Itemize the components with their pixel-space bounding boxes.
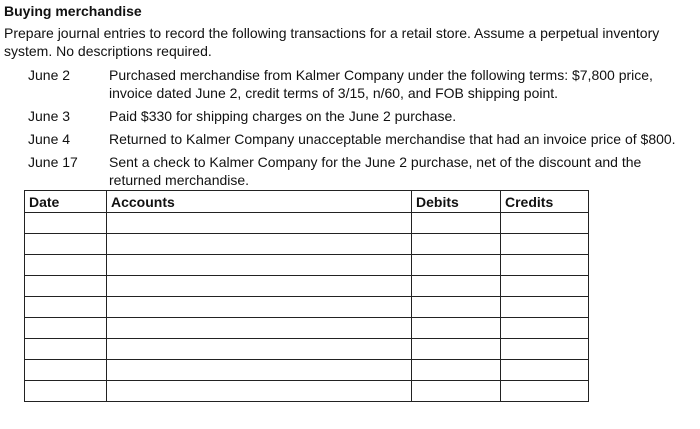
debit-cell[interactable]	[412, 297, 501, 318]
accounts-column-header: Accounts	[107, 191, 412, 213]
debits-column-header: Debits	[412, 191, 501, 213]
account-cell[interactable]	[107, 360, 412, 381]
account-cell[interactable]	[107, 339, 412, 360]
date-column-header: Date	[25, 191, 107, 213]
journal-row	[25, 255, 589, 276]
credit-cell[interactable]	[501, 255, 589, 276]
transaction-date: June 2	[28, 67, 71, 83]
transaction-date: June 4	[28, 131, 71, 147]
debit-cell[interactable]	[412, 276, 501, 297]
transaction-item	[28, 107, 696, 125]
date-cell[interactable]	[25, 360, 107, 381]
account-cell[interactable]	[107, 318, 412, 339]
account-cell[interactable]	[107, 213, 412, 234]
journal-row	[25, 318, 589, 339]
transaction-date: June 17	[28, 154, 78, 170]
journal-row	[25, 213, 589, 234]
journal-row	[25, 297, 589, 318]
account-cell[interactable]	[107, 297, 412, 318]
journal-entry-table	[24, 190, 589, 402]
account-cell[interactable]	[107, 234, 412, 255]
journal-body	[25, 213, 589, 402]
transaction-description: Paid $330 for shipping charges on the June 2 purchase.	[109, 108, 457, 124]
journal-row	[25, 360, 589, 381]
date-cell[interactable]	[25, 276, 107, 297]
date-cell[interactable]	[25, 234, 107, 255]
transaction-date: June 3	[28, 108, 71, 124]
date-cell[interactable]	[25, 318, 107, 339]
date-cell[interactable]	[25, 297, 107, 318]
account-cell[interactable]	[107, 276, 412, 297]
debit-cell[interactable]	[412, 360, 501, 381]
credit-cell[interactable]	[501, 297, 589, 318]
account-cell[interactable]	[107, 381, 412, 402]
transaction-description: Sent a check to Kalmer Company for the June 2 purchase, net of the discount and the returned merchandise.	[109, 154, 642, 188]
date-cell[interactable]	[25, 213, 107, 234]
transaction-item	[28, 130, 696, 148]
journal-row	[25, 234, 589, 255]
debit-cell[interactable]	[412, 213, 501, 234]
date-cell[interactable]	[25, 255, 107, 276]
account-cell[interactable]	[107, 255, 412, 276]
transaction-description: Purchased merchandise from Kalmer Company under the following terms: $7,800 price, invoice dated June 2, credit terms of 3/15, n/60, and FOB shipping point.	[109, 67, 653, 101]
debit-cell[interactable]	[412, 255, 501, 276]
transaction-list	[28, 66, 696, 189]
journal-row	[25, 381, 589, 402]
credit-cell[interactable]	[501, 360, 589, 381]
transaction-item	[28, 66, 696, 102]
date-cell[interactable]	[25, 381, 107, 402]
transaction-description: Returned to Kalmer Company unacceptable merchandise that had an invoice price of $800.	[109, 131, 676, 147]
credit-cell[interactable]	[501, 339, 589, 360]
date-cell[interactable]	[25, 339, 107, 360]
credits-column-header: Credits	[501, 191, 589, 213]
debit-cell[interactable]	[412, 234, 501, 255]
credit-cell[interactable]	[501, 318, 589, 339]
journal-row	[25, 339, 589, 360]
credit-cell[interactable]	[501, 213, 589, 234]
credit-cell[interactable]	[501, 234, 589, 255]
debit-cell[interactable]	[412, 339, 501, 360]
credit-cell[interactable]	[501, 381, 589, 402]
credit-cell[interactable]	[501, 276, 589, 297]
journal-row	[25, 276, 589, 297]
debit-cell[interactable]	[412, 381, 501, 402]
journal-header-row	[25, 191, 589, 213]
debit-cell[interactable]	[412, 318, 501, 339]
instructions-text: Prepare journal entries to record the following transactions for a retail store. Assume a perpetual inventory system. No descriptions required.	[4, 25, 660, 59]
transaction-item	[28, 153, 696, 189]
page-title: Buying merchandise	[4, 3, 142, 19]
